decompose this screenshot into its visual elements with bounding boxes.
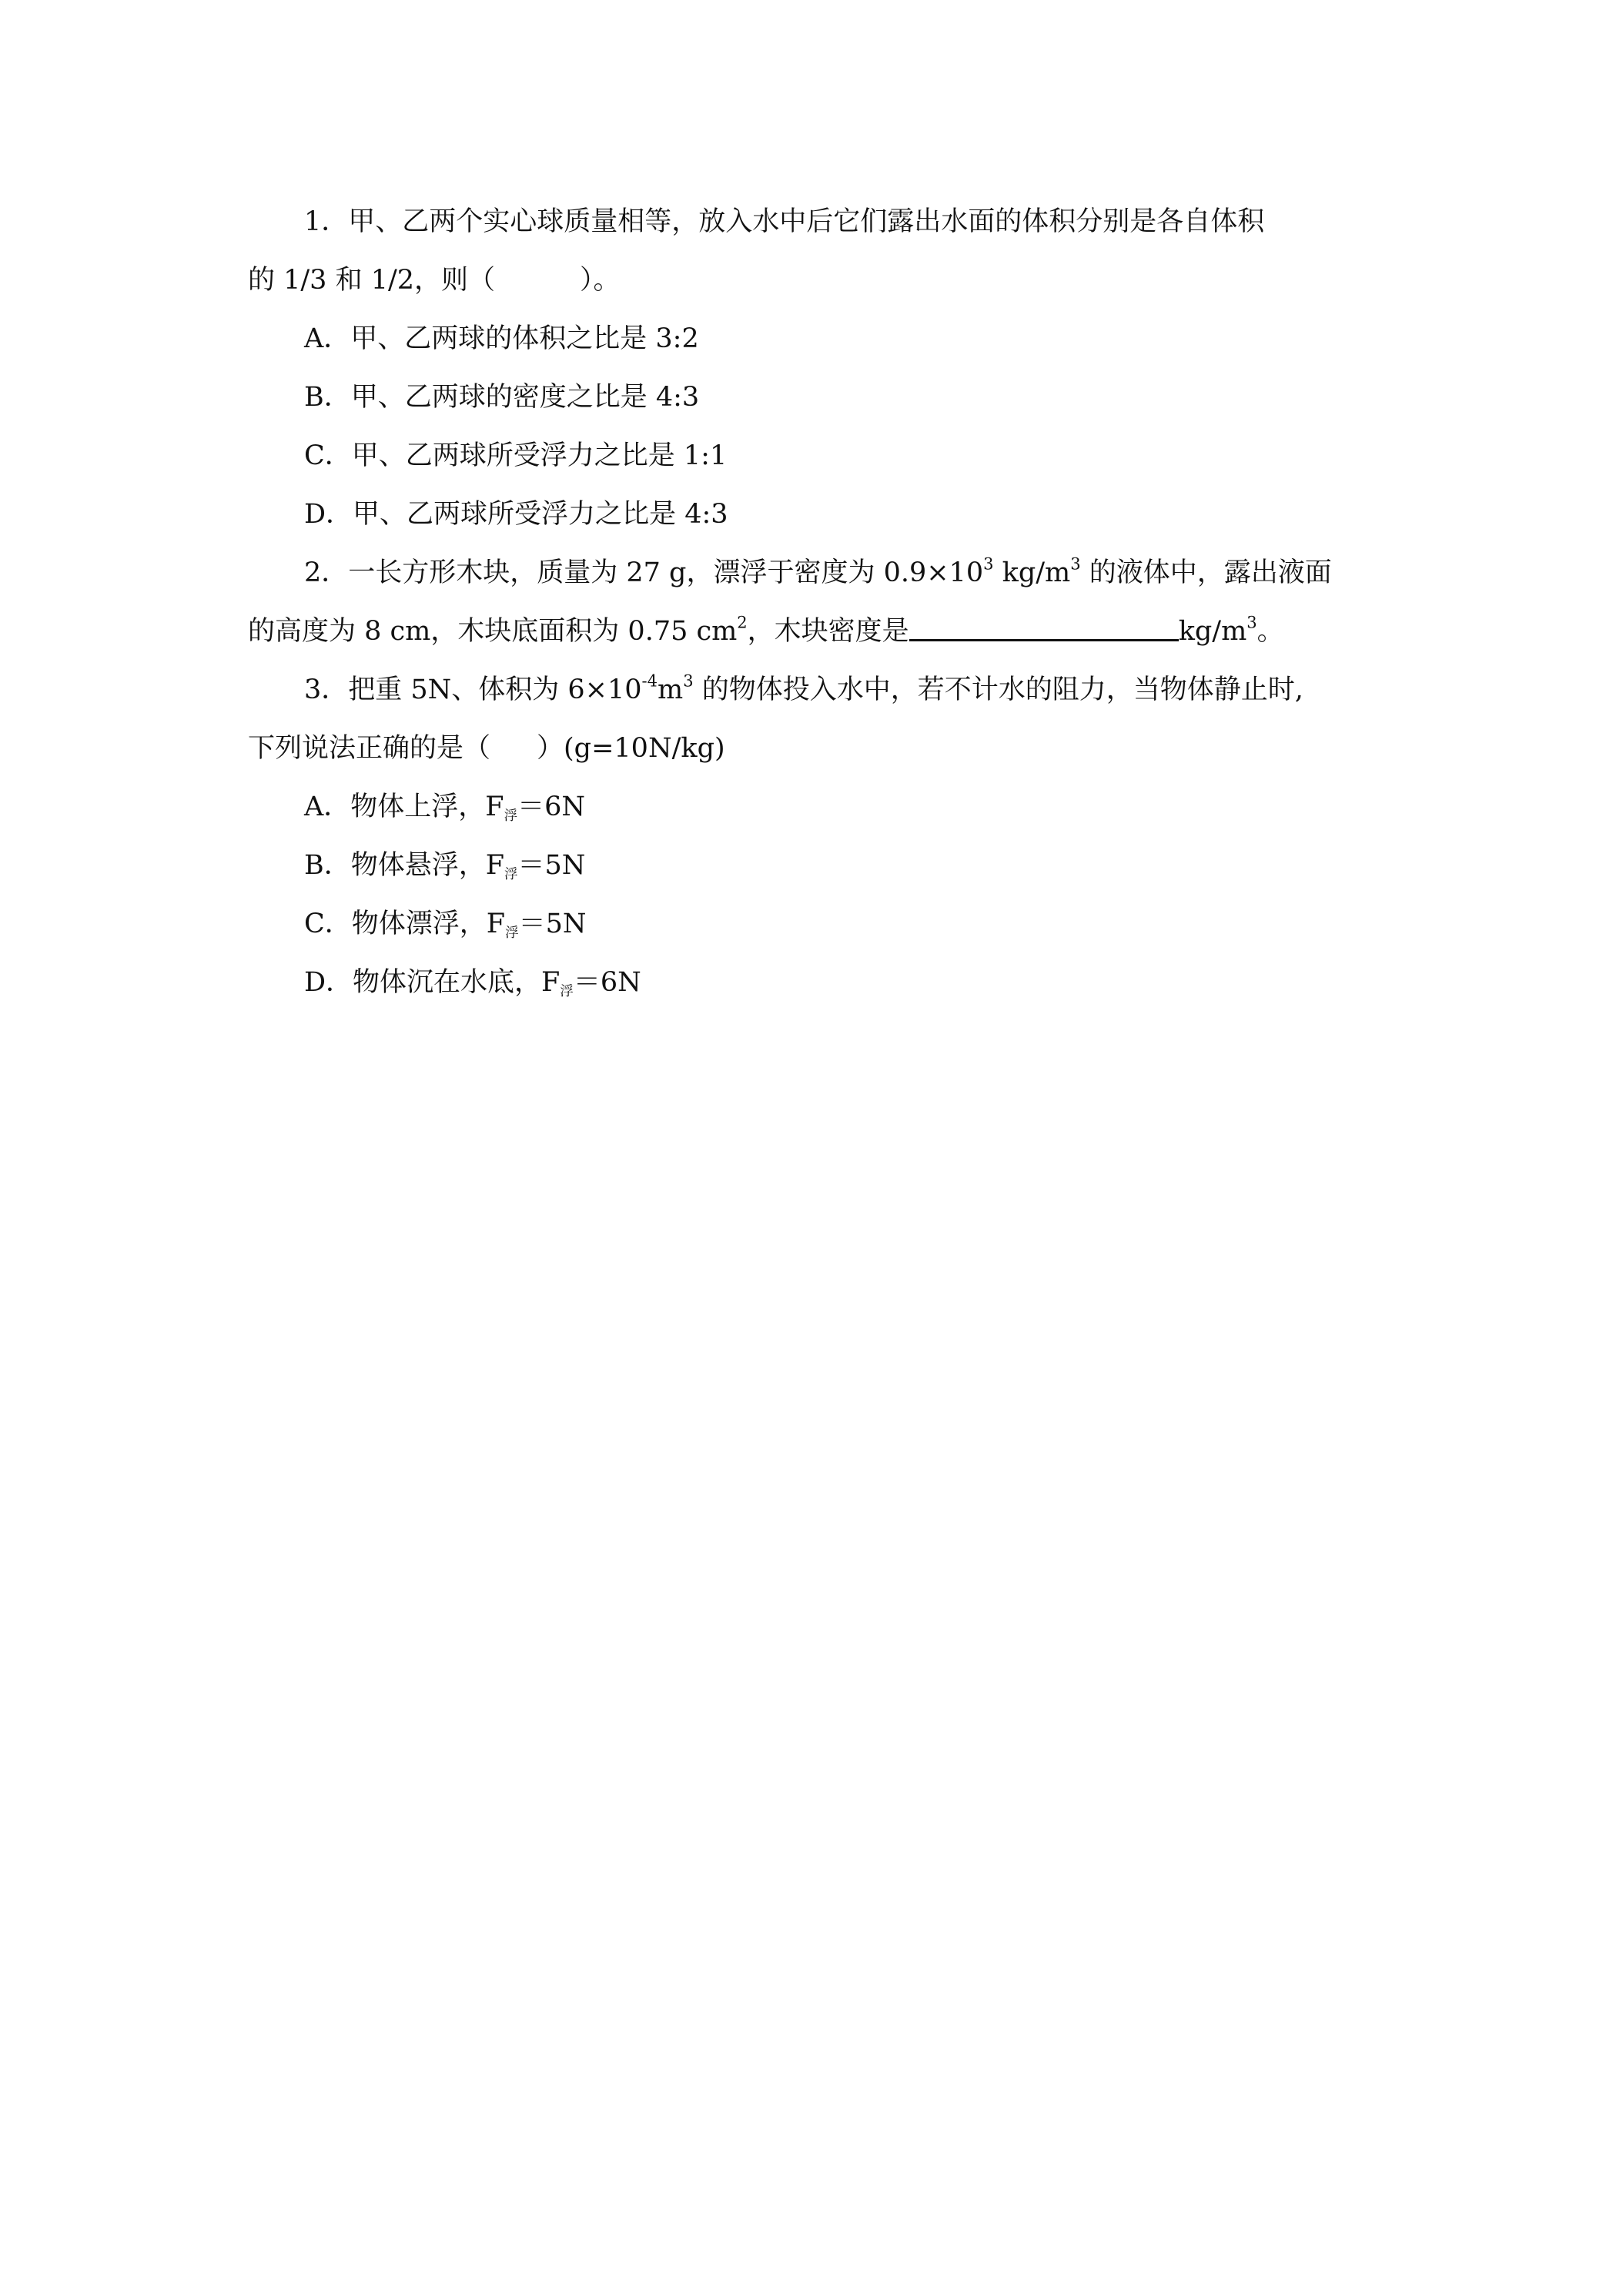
q3-sup-2: 3 (683, 671, 694, 691)
q3-option-b[interactable] (248, 836, 1387, 895)
q2-sup-1: 3 (983, 554, 994, 574)
q2-answer-blank[interactable] (909, 612, 1179, 641)
q3-option-d-text: D．物体沉在水底，F (304, 967, 561, 998)
q3-option-a[interactable] (248, 778, 1387, 836)
q2-stem-line2 (248, 602, 1387, 661)
q1-option-c[interactable]: C．甲、乙两球所受浮力之比是 1:1 (304, 440, 728, 471)
q3-option-c[interactable] (248, 895, 1387, 953)
q2-sup-3: 2 (737, 613, 748, 632)
q3-option-a-value: ＝6N (517, 792, 585, 822)
q3-option-b-text: B．物体悬浮，F (304, 850, 505, 881)
q3-stem-line2 (248, 719, 1387, 778)
q3-option-b-sub: 浮 (504, 867, 518, 883)
q2-text-3: 的液体中，露出液面 (1080, 557, 1332, 588)
q3-option-a-text: A．物体上浮，F (304, 792, 504, 822)
q3-text-5: ）(g=10N/kg) (537, 733, 725, 764)
q3-text-4: 下列说法正确的是（ (248, 733, 491, 764)
q3-option-c-text: C．物体漂浮，F (304, 909, 506, 939)
question-list (248, 192, 1387, 1012)
q1-option-d[interactable]: D．甲、乙两球所受浮力之比是 4:3 (304, 499, 728, 530)
q1-stem-line1: 1．甲、乙两个实心球质量相等，放入水中后它们露出水面的体积分别是各自体积 (304, 206, 1265, 237)
q1-stem-line2 (248, 251, 1387, 310)
q2-text-7: 。 (1257, 616, 1284, 647)
q1-option-a[interactable]: A．甲、乙两球的体积之比是 3:2 (304, 323, 699, 354)
q2-text-6: kg/m (1178, 616, 1247, 647)
q3-text-1: 3．把重 5N、体积为 6×10 (304, 674, 642, 705)
q3-sup-1: -4 (641, 671, 658, 691)
q2-text-2: kg/m (993, 557, 1071, 588)
q2-text-4: 的高度为 8 cm，木块底面积为 0.75 cm (248, 616, 738, 647)
q3-option-a-sub: 浮 (504, 808, 518, 825)
q2-stem-line1 (248, 544, 1387, 602)
q1-stem-line2-text: 的 1/3 和 1/2，则（ (248, 265, 496, 296)
q1-stem-line2-end: ）。 (580, 265, 621, 296)
q3-option-c-value: ＝5N (518, 909, 587, 939)
q2-sup-4: 3 (1247, 613, 1257, 632)
q3-option-d[interactable] (248, 953, 1387, 1012)
q3-stem-line1 (248, 661, 1387, 719)
q3-text-3: 的物体投入水中，若不计水的阻力，当物体静止时, (693, 674, 1303, 705)
q3-text-2: m (658, 674, 684, 705)
q2-sup-2: 3 (1070, 554, 1081, 574)
q3-option-c-sub: 浮 (505, 925, 519, 942)
q2-text-1: 2．一长方形木块，质量为 27 g，漂浮于密度为 0.9×10 (304, 557, 984, 588)
q3-option-d-value: ＝6N (573, 967, 641, 998)
q3-option-d-sub: 浮 (560, 984, 574, 1000)
q3-option-b-value: ＝5N (517, 850, 586, 881)
q1-option-b[interactable]: B．甲、乙两球的密度之比是 4:3 (304, 382, 700, 413)
q2-text-5: ，木块密度是 (747, 616, 909, 647)
